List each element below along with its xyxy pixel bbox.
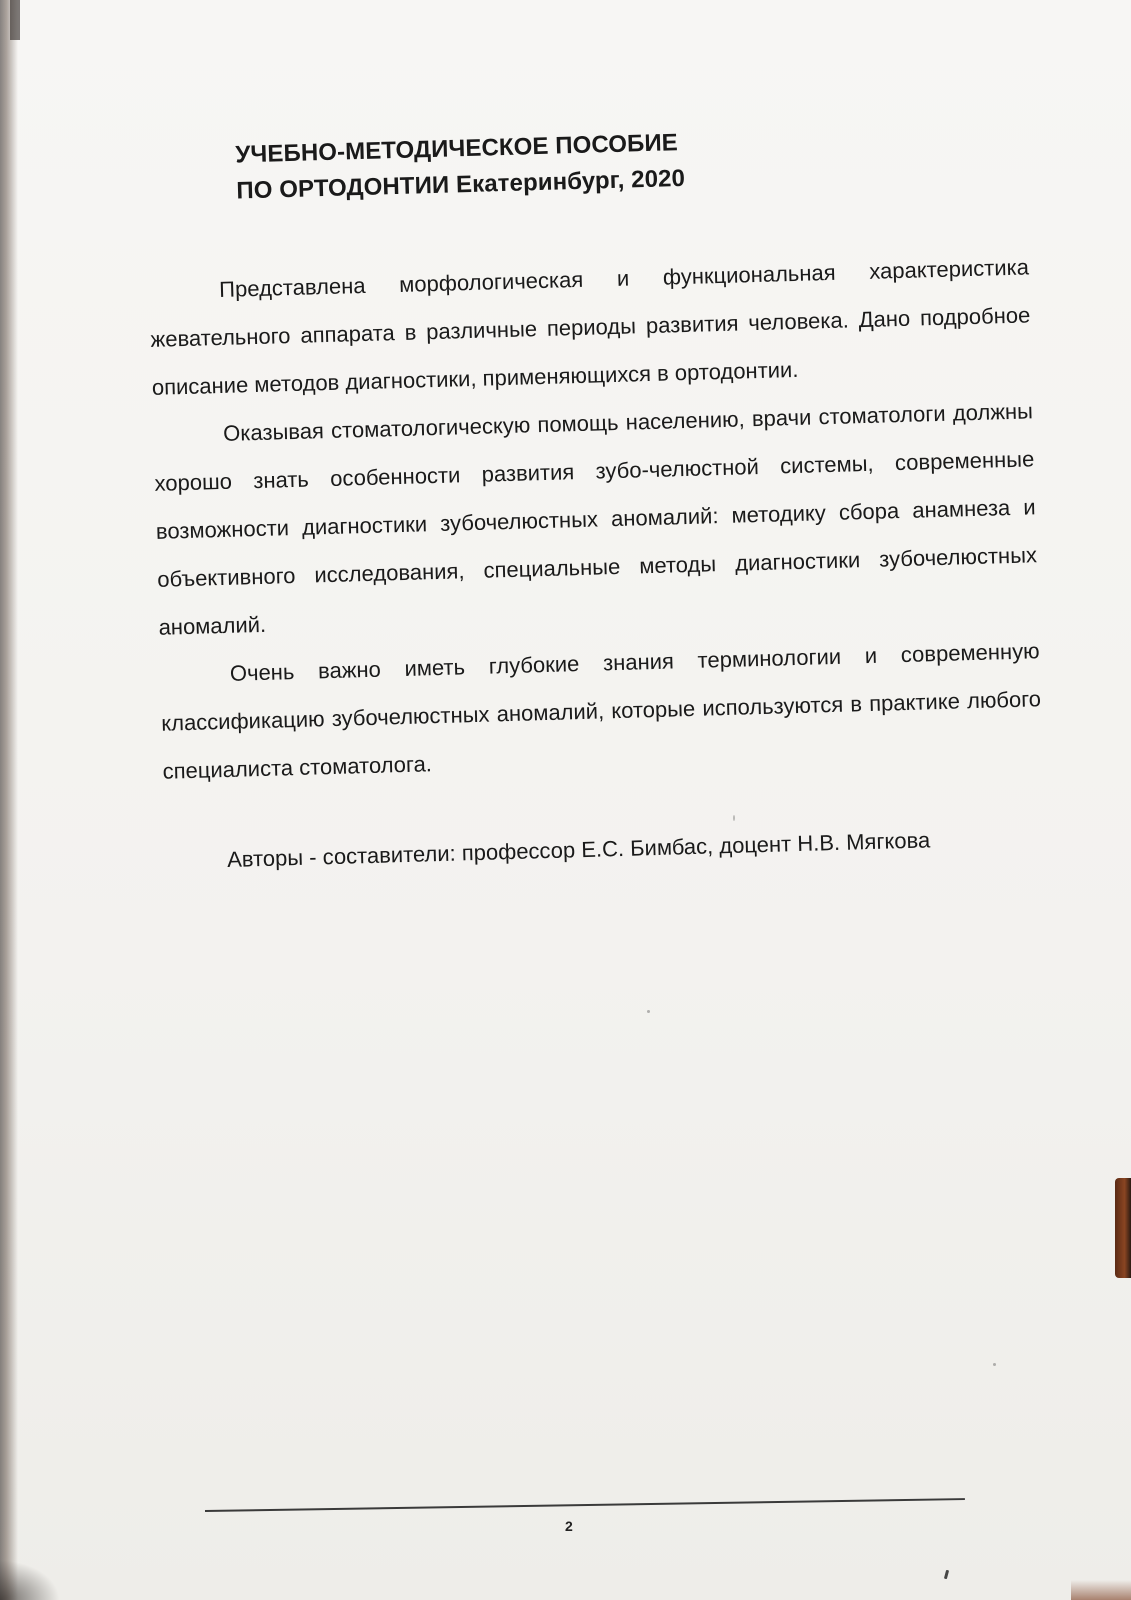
scan-speck bbox=[944, 1570, 949, 1579]
scan-speck bbox=[733, 815, 735, 821]
document-title: УЧЕБНО-МЕТОДИЧЕСКОЕ ПОСОБИЕ ПО ОРТОДОНТИИ Екатеринбург, 2020 bbox=[235, 129, 686, 205]
paragraph-3: Очень важно иметь глубокие знания терминологии и современную классификацию зубочелюстных аномалий, которые используются в практике любого специалиста стоматолога. bbox=[160, 638, 1042, 784]
scan-shadow-left bbox=[0, 0, 18, 1600]
page-number: 2 bbox=[565, 1518, 573, 1534]
scan-speck bbox=[993, 1363, 996, 1366]
scan-speck bbox=[647, 1010, 650, 1013]
paragraph-1: Представлена морфологическая и функциональная характеристика жевательного аппарата в различные периоды развития человека. Дано подробное описание методов диагностики, применяющихся в ортодонтии. bbox=[150, 254, 1031, 400]
scan-shadow-bottom-left bbox=[0, 1560, 60, 1600]
page-content bbox=[145, 115, 1065, 878]
scan-shadow-top-left bbox=[10, 0, 20, 40]
paragraph-2: Оказывая стоматологическую помощь населению, врачи стоматологи должны хорошо знать особенности развития зубо-челюстной системы, современные возможности диагностики зубочелюстных аномалий: методику сбора анамнеза и объективного исследования, специальные методы диагностики зубочелюстных аномалий. bbox=[154, 398, 1038, 640]
footer-divider bbox=[205, 1498, 965, 1512]
binding-clip bbox=[1115, 1178, 1131, 1278]
scan-shadow-bottom-right bbox=[1071, 1580, 1131, 1600]
authors-line: Авторы - составители: профессор Е.С. Бимбас, доцент Н.В. Мягкова bbox=[226, 827, 931, 872]
